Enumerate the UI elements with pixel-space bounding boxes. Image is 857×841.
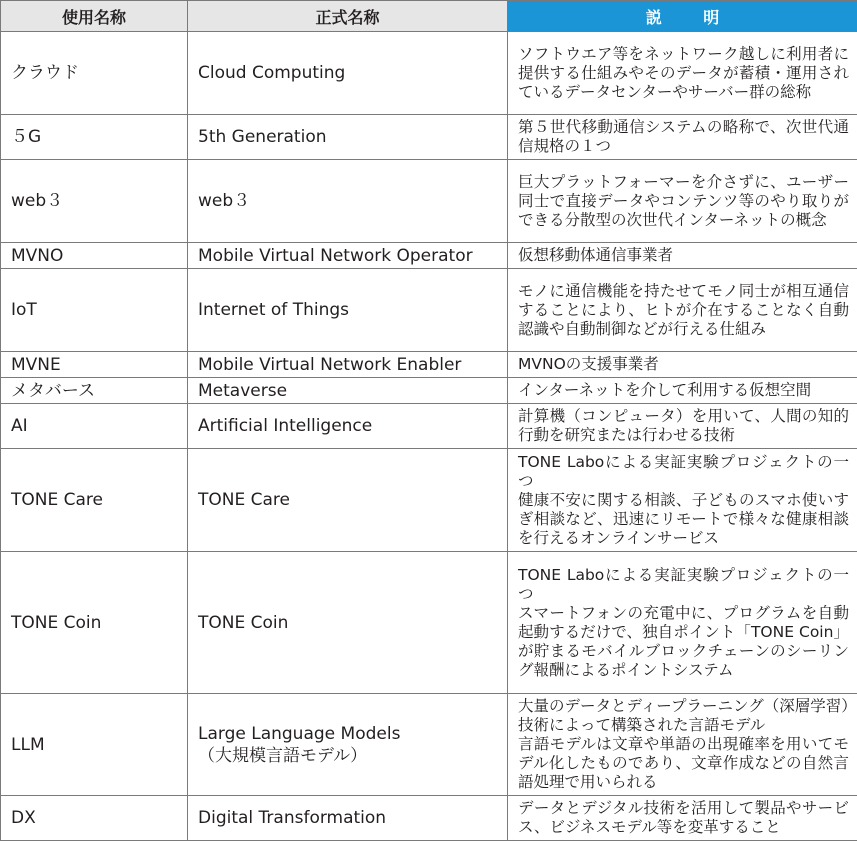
formal-name-text: Cloud Computing	[198, 62, 507, 84]
description-text: モノに通信機能を持たせてモノ同士が相互通信することにより、ヒトが介在することなく自動認識や自動制御などが行える仕組み	[518, 282, 849, 339]
common-name-cell: DX	[1, 796, 188, 841]
common-name-cell: MVNO	[1, 243, 188, 269]
formal-name-text: 5th Generation	[198, 126, 507, 148]
formal-name-cell	[188, 404, 508, 449]
description-cell	[508, 449, 857, 552]
common-name-cell: TONE Coin	[1, 552, 188, 694]
common-name-cell: TONE Care	[1, 449, 188, 552]
table-row	[1, 160, 857, 243]
description-text: 計算機（コンピュータ）を用いて、人間の知的行動を研究または行わせる技術	[518, 407, 849, 445]
formal-name-cell	[188, 352, 508, 378]
header-common-name: 使用名称	[1, 1, 188, 32]
header-formal-name: 正式名称	[188, 1, 508, 32]
description-text: インターネットを介して利用する仮想空間	[518, 381, 849, 400]
description-text: TONE Laboによる実証実験プロジェクトの一つ	[518, 453, 849, 491]
formal-name-cell	[188, 552, 508, 694]
table-row	[1, 32, 857, 115]
description-text: 言語モデルは文章や単語の出現確率を用いてモデル化したものであり、文章作成などの自然言語処理で用いられる	[518, 735, 849, 792]
common-name-cell: メタバース	[1, 378, 188, 404]
common-name-cell: AI	[1, 404, 188, 449]
description-cell	[508, 160, 857, 243]
formal-name-text: TONE Coin	[198, 612, 507, 634]
formal-name-text: Internet of Things	[198, 299, 507, 321]
glossary-body	[1, 32, 857, 841]
formal-name-text: Artificial Intelligence	[198, 415, 507, 437]
common-name-cell: IoT	[1, 269, 188, 352]
description-cell	[508, 378, 857, 404]
description-text: データとデジタル技術を活用して製品やサービス、ビジネスモデル等を変革すること	[518, 799, 849, 837]
description-text: MVNOの支援事業者	[518, 355, 849, 374]
description-cell	[508, 32, 857, 115]
formal-name-cell	[188, 32, 508, 115]
description-cell	[508, 552, 857, 694]
header-row	[1, 1, 857, 32]
common-name-cell: クラウド	[1, 32, 188, 115]
formal-name-text: Digital Transformation	[198, 807, 507, 829]
formal-name-cell	[188, 694, 508, 796]
table-row	[1, 449, 857, 552]
table-row	[1, 269, 857, 352]
description-cell	[508, 269, 857, 352]
description-cell	[508, 404, 857, 449]
formal-name-cell	[188, 269, 508, 352]
formal-name-cell	[188, 378, 508, 404]
table-row	[1, 552, 857, 694]
formal-name-text: Mobile Virtual Network Enabler	[198, 354, 507, 376]
common-name-cell: ５G	[1, 115, 188, 160]
description-text: 巨大プラットフォーマーを介さずに、ユーザー同士で直接データやコンテンツ等のやり取りができる分散型の次世代インターネットの概念	[518, 173, 849, 230]
description-text: 第５世代移動通信システムの略称で、次世代通信規格の１つ	[518, 118, 849, 156]
formal-name-text: Metaverse	[198, 380, 507, 402]
formal-name-text: Mobile Virtual Network Operator	[198, 245, 507, 267]
description-text: 仮想移動体通信事業者	[518, 246, 849, 265]
description-cell	[508, 352, 857, 378]
formal-name-text: Large Language Models	[198, 723, 507, 745]
formal-name-text: （大規模言語モデル）	[198, 745, 507, 767]
formal-name-cell	[188, 115, 508, 160]
description-text: ソフトウエア等をネットワーク越しに利用者に提供する仕組みやそのデータが蓄積・運用されているデータセンターやサーバー群の総称	[518, 45, 849, 102]
formal-name-cell	[188, 160, 508, 243]
formal-name-text: TONE Care	[198, 489, 507, 511]
description-cell	[508, 115, 857, 160]
description-text: 大量のデータとディープラーニング（深層学習）技術によって構築された言語モデル	[518, 697, 849, 735]
formal-name-cell	[188, 243, 508, 269]
table-row	[1, 243, 857, 269]
description-cell	[508, 694, 857, 796]
table-row	[1, 378, 857, 404]
common-name-cell: MVNE	[1, 352, 188, 378]
description-text: スマートフォンの充電中に、プログラムを自動起動するだけで、独自ポイント「TONE Coin」が貯まるモバイルブロックチェーンのシーリング報酬によるポイントシステム	[518, 604, 849, 680]
table-row	[1, 404, 857, 449]
common-name-cell: LLM	[1, 694, 188, 796]
formal-name-text: web３	[198, 190, 507, 212]
table-row	[1, 694, 857, 796]
description-text: TONE Laboによる実証実験プロジェクトの一つ	[518, 566, 849, 604]
table-row	[1, 115, 857, 160]
formal-name-cell	[188, 449, 508, 552]
description-text: 健康不安に関する相談、子どものスマホ使いすぎ相談など、迅速にリモートで様々な健康相談を行えるオンラインサービス	[518, 491, 849, 548]
description-cell	[508, 243, 857, 269]
header-description: 説 明	[508, 1, 857, 32]
common-name-cell: web３	[1, 160, 188, 243]
table-row	[1, 352, 857, 378]
